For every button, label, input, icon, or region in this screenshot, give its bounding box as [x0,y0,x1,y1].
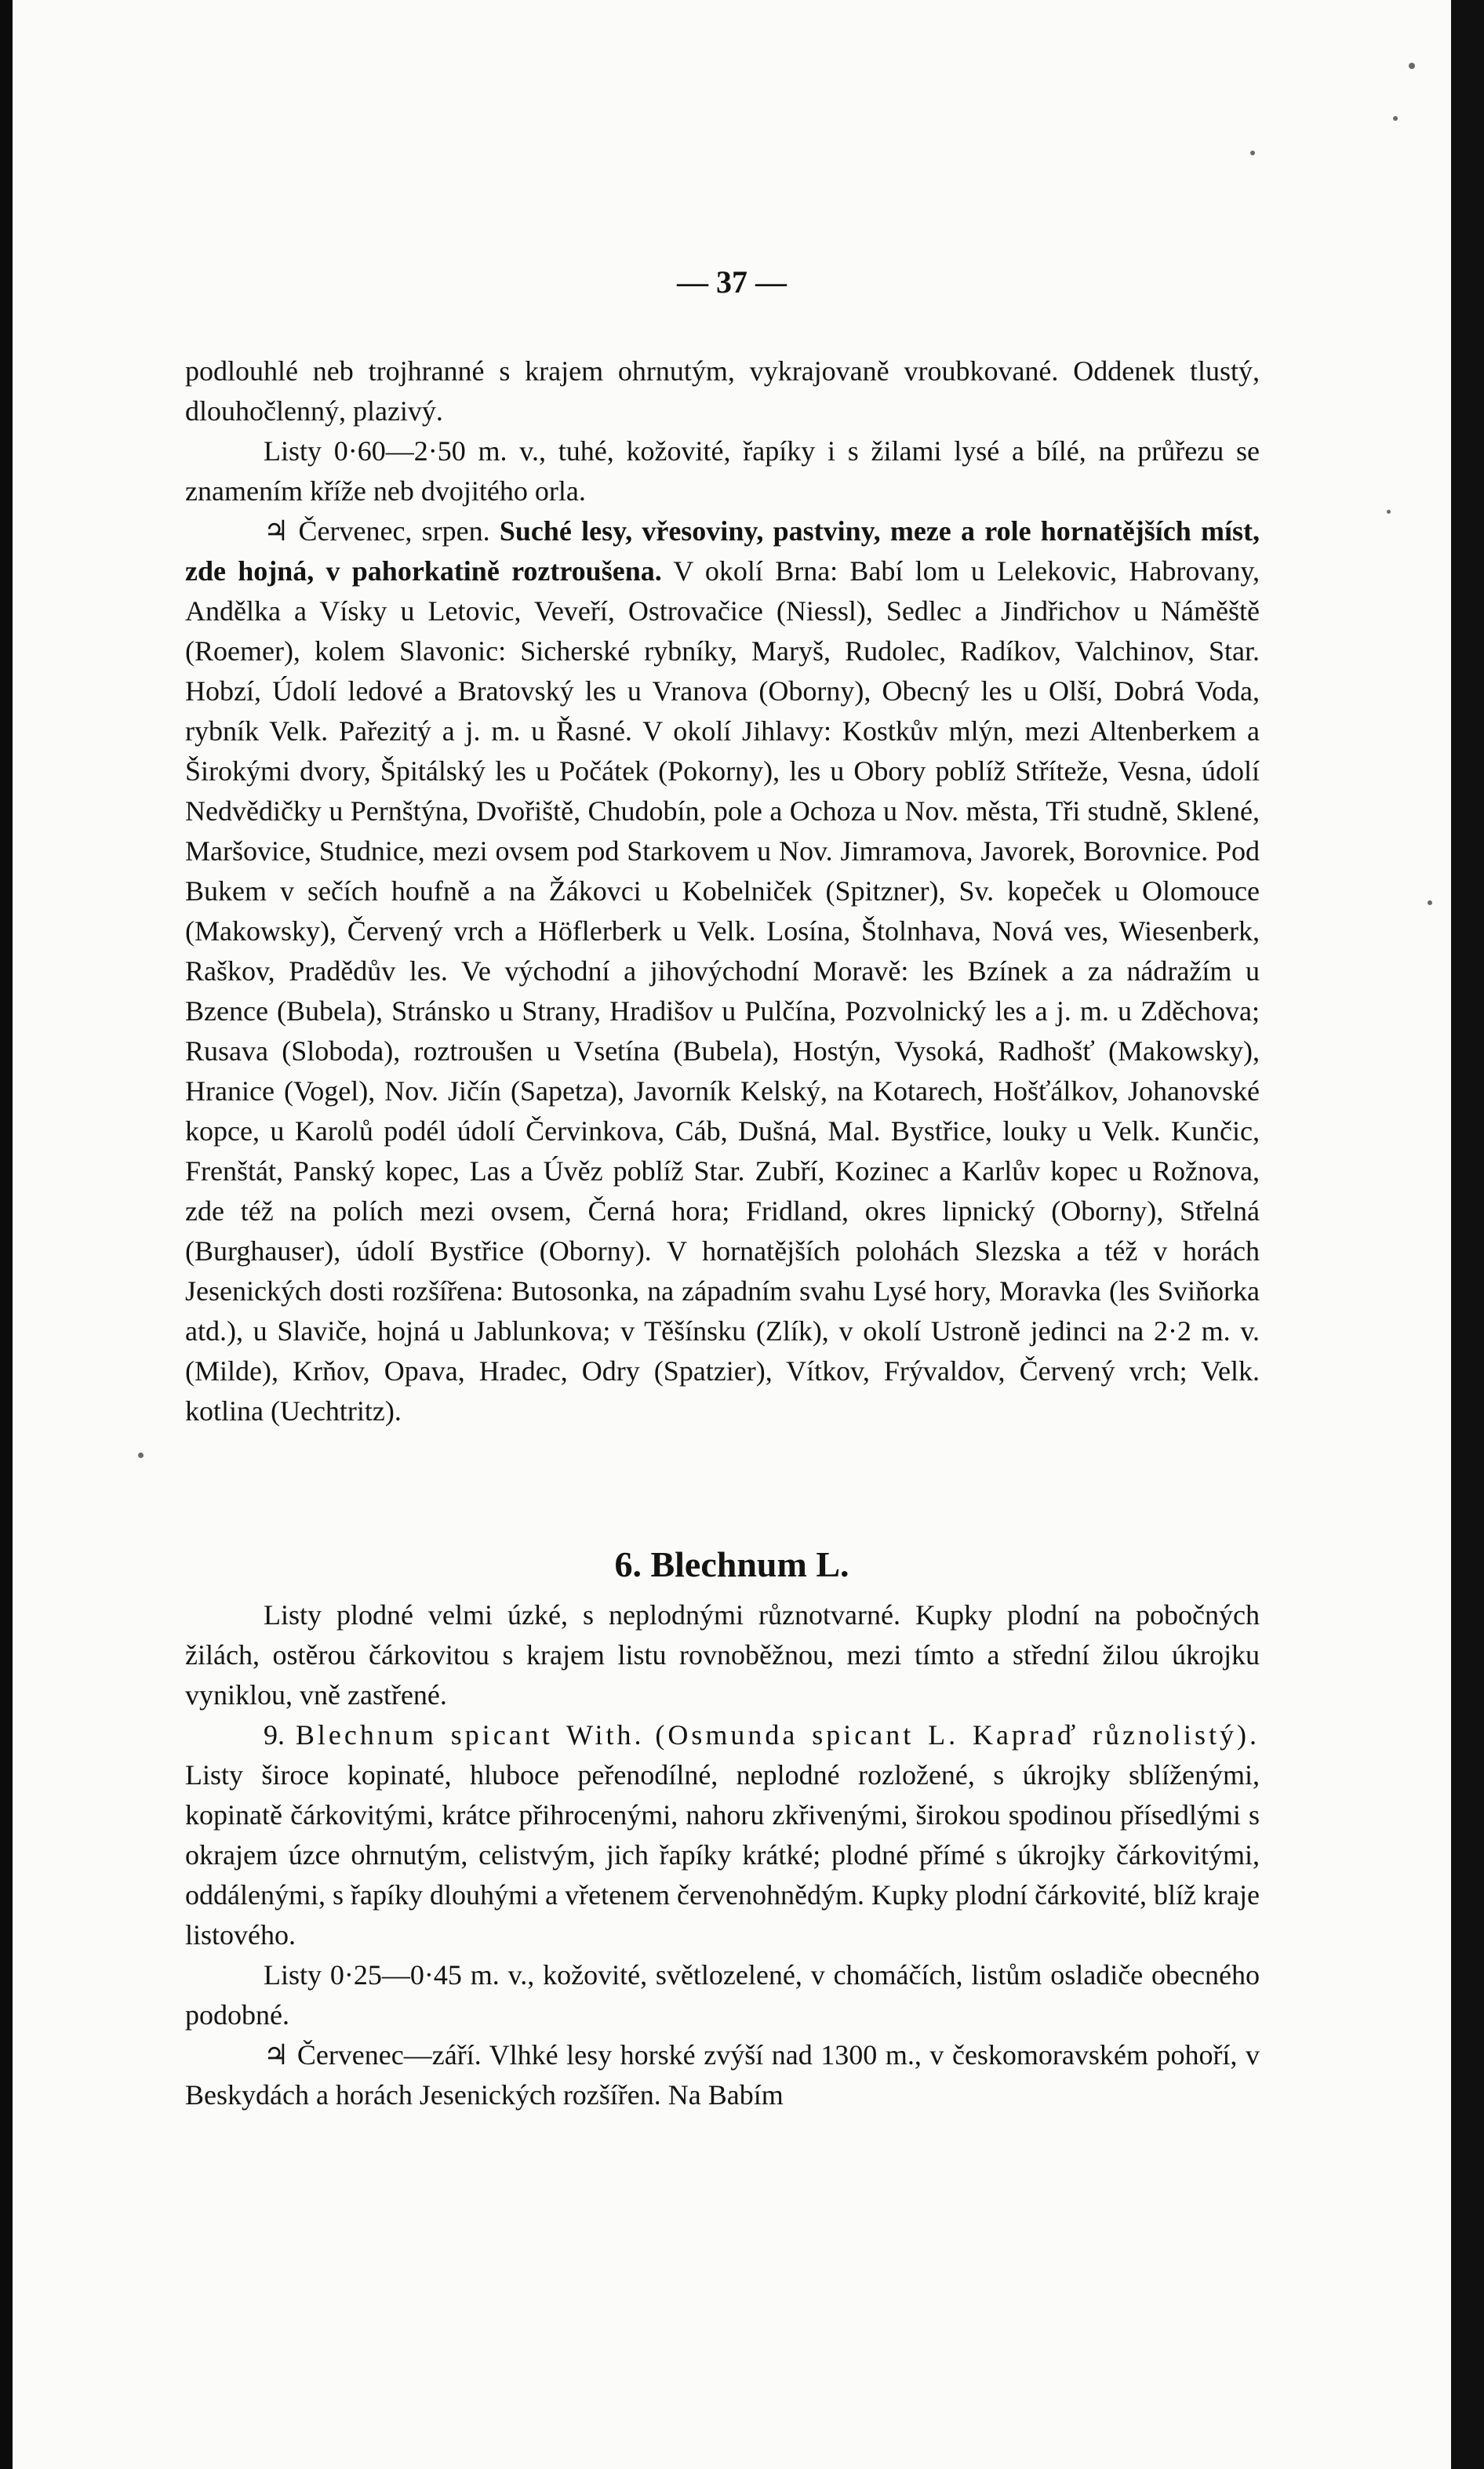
species-leaf-paragraph: Listy 0·25—0·45 m. v., kožovité, světlozelené, v chomáčích, listům osladiče obecného podobné. [185,1959,1260,2031]
leaf-paragraph: Listy 0·60—2·50 m. v., tuhé, kožovité, řapíky i s žilami lysé a bílé, na průřezu se znamením kříže neb dvojitého orla. [185,435,1260,507]
species-habitat: ♃ Červenec—září. Vlhké lesy horské zvýší nad 1300 m., v českomoravském pohoří, v Beskydách a horách Jesenických rozšířen. Na Babím [185,2039,1260,2111]
genus-section [185,1595,1260,2115]
species-description: Listy široce kopinaté, hluboce peřenodílné, neplodné rozložené, s úkrojky sblíženými, kopinatě čárkovitými, krátce přihrocenými, nahoru zkřivenými, širokou spodinou přísedlými s okrajem úzce ohrnutým, celistvým, jich řapíky krátké; plodné přímé s úkrojky čárkovitými, oddálenými, s řapíky dlouhými a vřetenem červenohnědým. Kupky plodní čárkovité, blíž kraje listového. [185,1759,1260,1951]
flowering-time: ♃ Červenec, srpen. [264,515,490,547]
species-synonym: (Osmunda spicant L. Kapraď různolistý). [655,1719,1260,1751]
scan-speck [1387,510,1391,514]
species-number: 9. [264,1719,285,1751]
scan-speck [138,1453,144,1458]
scan-speck [1393,116,1398,121]
localities: V okolí Brna: Babí lom u Lelekovic, Habrovany, Andělka a Vísky u Letovic, Veveří, Ostrovačice (Niessl), Sedlec a Jindřichov u Náměště (Roemer), kolem Slavonic: Sicherské rybníky, Maryš, Rudolec, Radíkov, Valchinov, Star. Hobzí, Údolí ledové a Bratovský les u Vranova (Oborny), Obecný les u Olší, Dobrá Voda, rybník Velk. Pařezitý a j. m. u Řasné. V okolí Jihlavy: Kostkův mlýn, mezi Altenberkem a Širokými dvory, Špitálský les u Počátek (Pokorny), les u Obory poblíž Stříteže, Vesna, údolí Nedvědičky u Pernštýna, Dvořiště, Chudobín, pole a Ochoza u Nov. města, Tři studně, Sklené, Maršovice, Studnice, mezi ovsem pod Starkovem u Nov. Jimramova, Javorek, Borovnice. Pod Bukem v sečích houfně a na Žákovci u Kobelniček (Spitzner), Sv. kopeček u Olomouce (Makowsky), Červený vrch a Höflerberk u Velk. Losína, Štolnhava, Nová ves, Wiesenberk, Raškov, Pradědův les. Ve východní a jihovýchodní Moravě: les Bzínek a za nádražím u Bzence (Bubela), Stránsko u Strany, Hradišov u Pulčína, Pozvolnický les a j. m. u Zděchova; Rusava (Sloboda), roztroušen u Vsetína (Bubela), Hostýn, Vysoká, Radhošť (Makowsky), Hranice (Vogel), Nov. Jičín (Sapetza), Javorník Kelský, na Kotarech, Hošťálkov, Johanovské kopce, u Karolů podél údolí Červinkova, Cáb, Dušná, Mal. Bystřice, louky u Velk. Kunčic, Frenštát, Panský kopec, Las a Úvěz poblíž Star. Zubří, Kozinec a Karlův kopec u Rožnova, zde též na polích mezi ovsem, Černá hora; Fridland, okres lipnický (Oborny), Střelná (Burghauser), údolí Bystřice (Oborny). V hornatějších polohách Slezska a též v horách Jesenických dosti rozšířena: Butosonka, na západním svahu Lysé hory, Moravka (les Sviňorka atd.), u Slaviče, hojná u Jablunkova; v Těšínsku (Zlík), v okolí Ustroně jedinci na 2·2 m. v. (Milde), Krňov, Opava, Hradec, Odry (Spatzier), Vítkov, Frývaldov, Červený vrch; Velk. kotlina (Uechtritz). [185,555,1260,1427]
habitat-bold: Suché lesy, vřesoviny, pastviny, meze a role hornatějších míst, zde hojná, v pahorkatině roztroušena. [185,515,1260,587]
genus-description: Listy plodné velmi úzké, s neplodnými různotvarné. Kupky plodní na pobočných žilách, ostěrou čárkovitou s krajem listu rovnoběžnou, mezi tímto a střední žilou úkrojku vyniklou, vně zastřené. [185,1599,1260,1711]
genus-heading: 6. Blechnum L. [614,1544,849,1584]
scan-speck [1428,900,1432,905]
habitat-paragraph [185,511,1260,1431]
page-number: — 37 — [677,264,787,300]
species-continuation [185,351,1260,1431]
species-name: Blechnum spicant With. [295,1719,645,1751]
scan-edge-left [0,0,13,2469]
scan-speck [1250,151,1255,155]
scan-speck [1409,63,1415,69]
species-paragraph [185,1715,1260,1955]
scan-edge-right [1451,0,1484,2469]
book-page [13,0,1451,2469]
description-paragraph: podlouhlé neb trojhranné s krajem ohrnutým, vykrajovaně vroubkované. Oddenek tlustý, dlouhočlenný, plazivý. [185,355,1260,427]
